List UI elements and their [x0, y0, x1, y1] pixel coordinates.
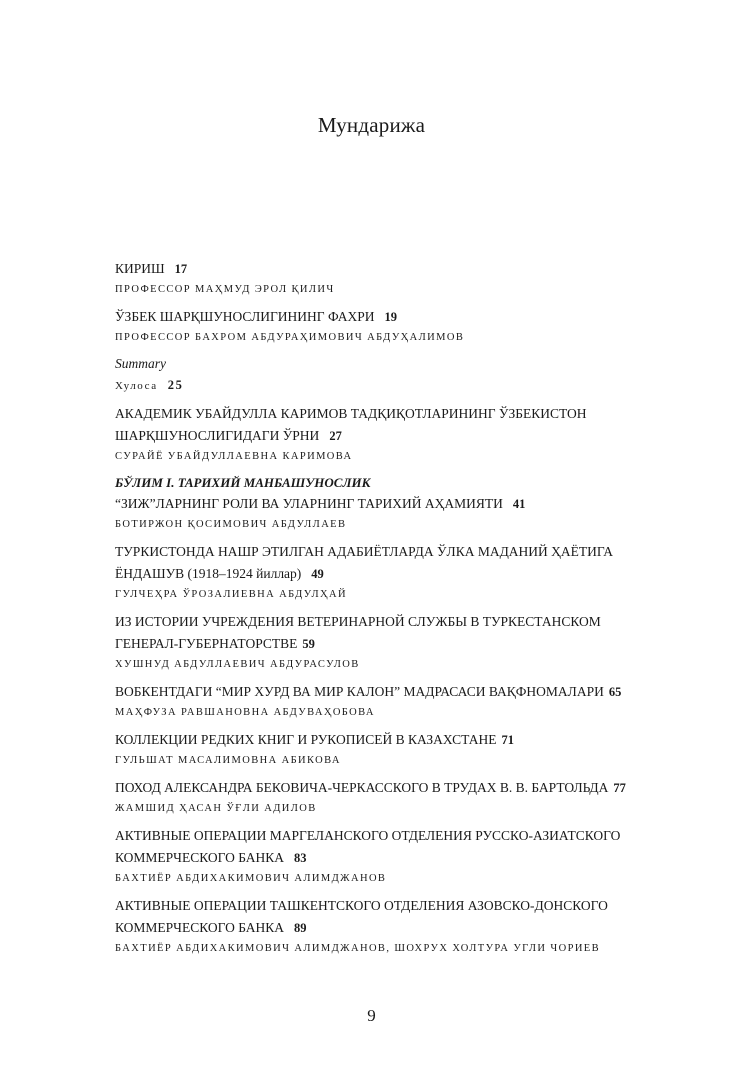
entry-title-text: ЎЗБЕК ШАРҚШУНОСЛИГИНИНГ ФАХРИ: [115, 309, 375, 324]
toc-entry: [115, 258, 630, 300]
entry-author: ГУЛЬШАТ МАСАЛИМОВНА АБИКОВА: [115, 755, 341, 766]
table-of-contents: [115, 258, 630, 959]
entry-page-number: 17: [174, 262, 188, 276]
entry-title: [115, 777, 630, 799]
toc-entry: [115, 403, 630, 467]
entry-title-text: ШАРҚШУНОСЛИГИДАГИ ЎРНИ: [115, 428, 320, 443]
entry-page-number: 77: [613, 781, 626, 795]
entry-page-number: 41: [512, 497, 526, 511]
entry-title-text: КОЛЛЕКЦИИ РЕДКИХ КНИГ И РУКОПИСЕЙ В КАЗАХСТАНЕ: [115, 732, 497, 747]
entry-author: БАХТИЁР АБДИХАКИМОВИЧ АЛИМДЖАНОВ: [115, 873, 387, 884]
entry-page-number: 27: [329, 429, 342, 443]
entry-author: ПРОФЕССОР БАХРОМ АБДУРАҲИМОВИЧ АБДУҲАЛИМОВ: [115, 332, 465, 343]
summary-label: Summary: [115, 356, 166, 371]
entry-title-text: КОММЕРЧЕСКОГО БАНКА: [115, 850, 285, 865]
entry-page-number: 65: [608, 685, 622, 699]
toc-entry: [115, 306, 630, 348]
entry-page-number: 25: [167, 378, 184, 392]
entry-title-line-1: АКАДЕМИК УБАЙДУЛЛА КАРИМОВ ТАДҚИҚОТЛАРИНИНГ ЎЗБЕКИСТОН: [115, 406, 587, 421]
toc-entry: [115, 825, 630, 889]
page-number: 9: [367, 1006, 376, 1025]
entry-title-line-2: [115, 847, 630, 869]
entry-title-text: “ЗИЖ”ЛАРНИНГ РОЛИ ВА УЛАРНИНГ ТАРИХИЙ АҲАМИЯТИ: [115, 496, 503, 511]
entry-title-text: КОММЕРЧЕСКОГО БАНКА: [115, 920, 285, 935]
toc-entry: [115, 541, 630, 605]
entry-page-number: 71: [501, 733, 514, 747]
entry-title: [115, 493, 630, 515]
entry-title-line-2: [115, 633, 630, 655]
entry-author: ПРОФЕССОР МАҲМУД ЭРОЛ ҚИЛИЧ: [115, 284, 335, 295]
entry-title-text: ГЕНЕРАЛ-ГУБЕРНАТОРСТВЕ: [115, 636, 298, 651]
entry-title-text: КИРИШ: [115, 261, 165, 276]
toc-entry: [115, 681, 630, 723]
entry-author: СУРАЙЁ УБАЙДУЛЛАЕВНА КАРИМОВА: [115, 451, 353, 462]
entry-title-line-2: [115, 425, 630, 447]
entry-title-line-1: ИЗ ИСТОРИИ УЧРЕЖДЕНИЯ ВЕТЕРИНАРНОЙ СЛУЖБЫ В ТУРКЕСТАНСКОМ: [115, 614, 601, 629]
entry-author: МАҲФУЗА РАВШАНОВНА АБДУВАҲОБОВА: [115, 707, 375, 718]
toc-entry: [115, 777, 630, 819]
entry-title: [115, 306, 630, 328]
entry-title-line-2: [115, 563, 630, 585]
toc-entry: [115, 473, 630, 535]
entry-title-text: ВОБКЕНТДАГИ “МИР ХУРД ВА МИР КАЛОН” МАДРАСАСИ ВАҚФНОМАЛАРИ: [115, 684, 604, 699]
page-title: Мундарижа: [317, 113, 426, 137]
entry-page-number: 89: [294, 921, 307, 935]
section-heading: БЎЛИМ I. ТАРИХИЙ МАНБАШУНОСЛИК: [115, 475, 371, 490]
entry-page-number: 49: [311, 567, 324, 581]
toc-entry: [115, 895, 630, 959]
toc-entry: [115, 354, 630, 397]
entry-title: [115, 374, 630, 397]
entry-title-text: ЁНДАШУВ (1918–1924 йиллар): [115, 566, 302, 581]
entry-author: ГУЛЧЕҲРА ЎРОЗАЛИЕВНА АБДУЛҲАЙ: [115, 589, 347, 600]
toc-entry: [115, 729, 630, 771]
entry-title-line-2: [115, 917, 630, 939]
entry-title-line-1: ТУРКИСТОНДА НАШР ЭТИЛГАН АДАБИЁТЛАРДА ЎЛКА МАДАНИЙ ҲАЁТИГА: [115, 544, 614, 559]
entry-title: [115, 681, 630, 703]
entry-title-line-1: АКТИВНЫЕ ОПЕРАЦИИ ТАШКЕНТСКОГО ОТДЕЛЕНИЯ АЗОВСКО-ДОНСКОГО: [115, 898, 608, 913]
entry-title: [115, 258, 630, 280]
entry-page-number: 59: [302, 637, 315, 651]
entry-author: БАХТИЁР АБДИХАКИМОВИЧ АЛИМДЖАНОВ, ШОХРУХ ХОЛТУРА УГЛИ ЧОРИЕВ: [115, 943, 601, 954]
entry-author: ХУШНУД АБДУЛЛАЕВИЧ АБДУРАСУЛОВ: [115, 659, 360, 670]
entry-author: БОТИРЖОН ҚОСИМОВИЧ АБДУЛЛАЕВ: [115, 519, 347, 530]
entry-author: ЖАМШИД ҲАСАН ЎҒЛИ АДИЛОВ: [115, 803, 317, 814]
entry-page-number: 83: [294, 851, 307, 865]
entry-page-number: 19: [384, 310, 398, 324]
toc-entry: [115, 611, 630, 675]
entry-title-line-1: АКТИВНЫЕ ОПЕРАЦИИ МАРГЕЛАНСКОГО ОТДЕЛЕНИЯ РУССКО-АЗИАТСКОГО: [115, 828, 621, 843]
entry-title-text: ПОХОД АЛЕКСАНДРА БЕКОВИЧА-ЧЕРКАССКОГО В ТРУДАХ В. В. БАРТОЛЬДА: [115, 780, 609, 795]
entry-title: [115, 729, 630, 751]
entry-title-text: Хулоса: [115, 380, 158, 392]
